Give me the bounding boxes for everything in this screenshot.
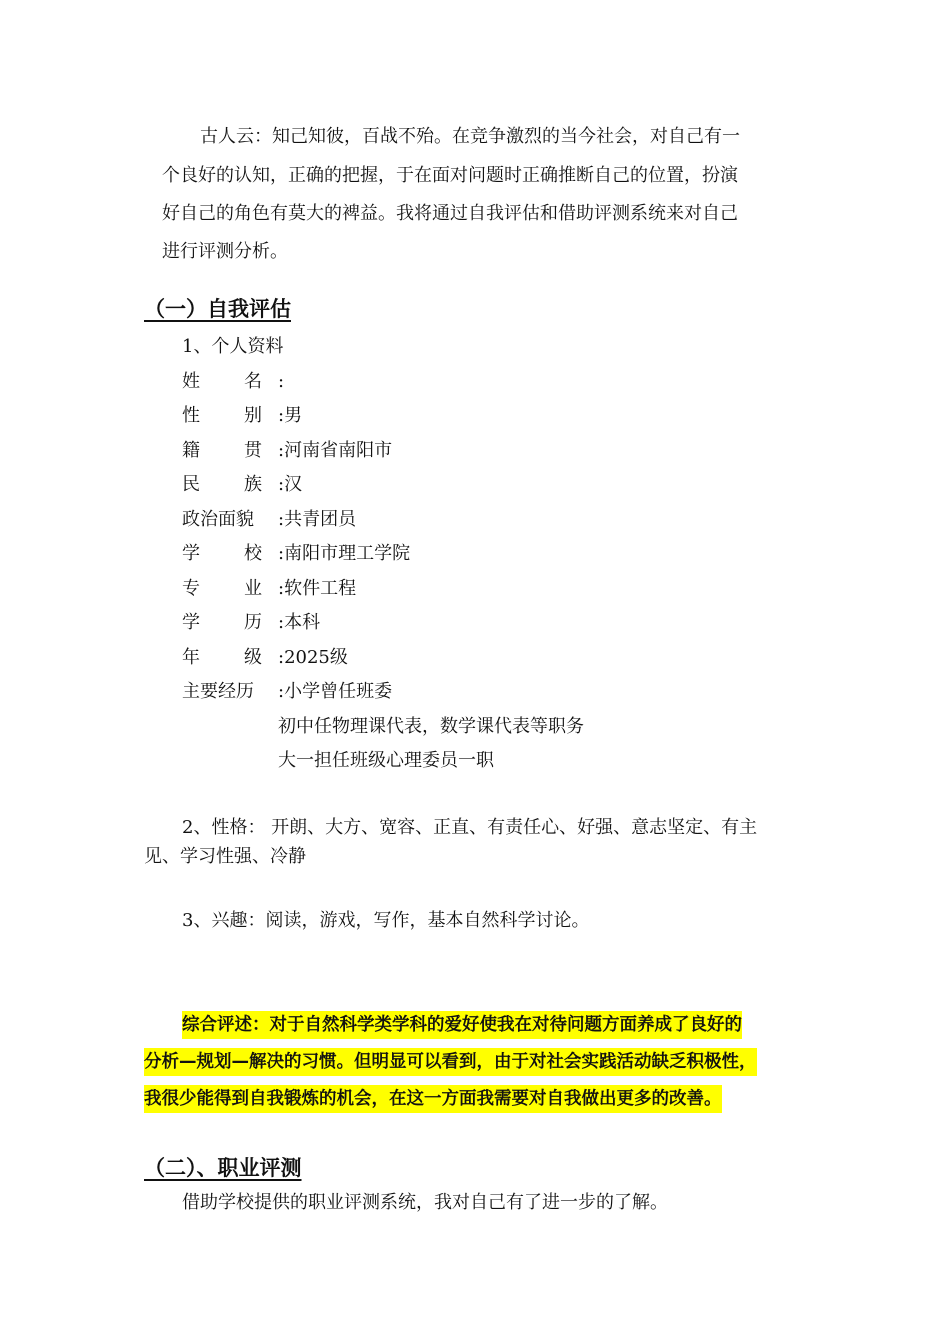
intro-line-2: 个良好的认知，正确的把握，于在面对问题时正确推断自己的位置，扮演: [162, 165, 738, 186]
field-label: 主要经历: [182, 681, 254, 702]
field-value: 2025级: [284, 647, 348, 668]
field-row-experience: [182, 679, 392, 705]
field-separator: :: [278, 647, 285, 668]
subheading-personal-info: 1、个人资料: [182, 336, 284, 357]
field-label: 姓 名: [182, 371, 262, 392]
field-value: 南阳市理工学院: [284, 543, 411, 564]
field-separator: :: [278, 371, 285, 392]
personality-line-2: 见、学习性强、冷静: [144, 846, 306, 867]
field-separator: :: [278, 543, 285, 564]
field-separator: :: [278, 405, 285, 426]
field-row-gender: [182, 403, 302, 429]
field-value: 小学曾任班委: [284, 681, 393, 702]
field-row-education: [182, 610, 320, 636]
experience-line-2: 初中任物理课代表，数学课代表等职务: [278, 716, 584, 737]
field-separator: :: [278, 612, 285, 633]
intro-line-4: 进行评测分析。: [162, 241, 288, 262]
summary-line-1: 综合评述：对于自然科学类学科的爱好使我在对待问题方面养成了良好的: [182, 1011, 742, 1039]
section-heading-self-assessment: （一）自我评估: [144, 297, 291, 321]
field-label: 性 别: [182, 405, 262, 426]
field-row-grade: [182, 645, 348, 671]
field-value: 汉: [284, 474, 303, 495]
field-value: 男: [284, 405, 303, 426]
field-separator: :: [278, 681, 285, 702]
field-label: 年 级: [182, 647, 262, 668]
field-label: 专 业: [182, 578, 262, 599]
experience-line-3: 大一担任班级心理委员一职: [278, 750, 494, 771]
field-label: 学 历: [182, 612, 262, 633]
career-line-1: 借助学校提供的职业评测系统，我对自己有了进一步的了解。: [182, 1192, 668, 1213]
field-separator: :: [278, 509, 285, 530]
personality-line-1: 2、性格： 开朗、大方、宽容、正直、有责任心、好强、意志坚定、有主: [182, 817, 758, 838]
field-value: 软件工程: [284, 578, 357, 599]
section-heading-career-assessment: （二）、职业评测: [144, 1156, 302, 1180]
field-row-school: [182, 541, 410, 567]
field-label: 籍 贯: [182, 440, 262, 461]
field-row-hometown: [182, 438, 392, 464]
intro-line-3: 好自己的角色有莫大的裨益。我将通过自我评估和借助评测系统来对自己: [162, 203, 738, 224]
field-separator: :: [278, 474, 285, 495]
field-label: 学 校: [182, 543, 262, 564]
field-separator: :: [278, 440, 285, 461]
summary-line-3: 我很少能得到自我锻炼的机会，在这一方面我需要对自我做出更多的改善。: [144, 1085, 722, 1113]
summary-line-2: 分析—规划—解决的习惯。但明显可以看到，由于对社会实践活动缺乏积极性，: [144, 1048, 757, 1076]
field-row-political-status: [182, 507, 356, 533]
field-row-ethnicity: [182, 472, 302, 498]
field-value: 河南省南阳市: [284, 440, 393, 461]
field-label: 民 族: [182, 474, 262, 495]
field-label: 政治面貌: [182, 509, 254, 530]
intro-line-1: 古人云：知己知彼，百战不殆。在竞争激烈的当今社会，对自己有一: [200, 126, 740, 147]
field-row-major: [182, 576, 356, 602]
field-value: 共青团员: [284, 509, 357, 530]
interests-line: 3、兴趣：阅读，游戏，写作，基本自然科学讨论。: [182, 910, 590, 931]
field-row-name: [182, 369, 284, 395]
field-value: 本科: [284, 612, 321, 633]
field-separator: :: [278, 578, 285, 599]
